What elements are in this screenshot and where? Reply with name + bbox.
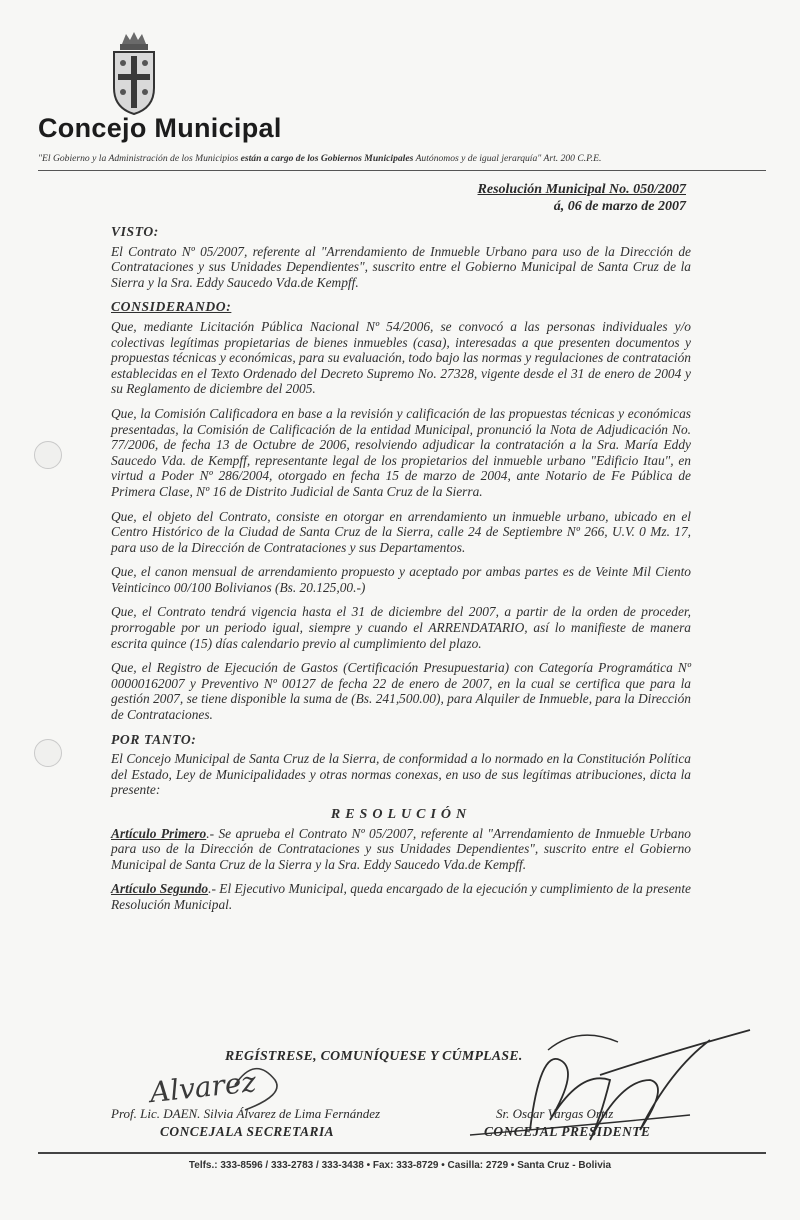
- por-tanto-paragraph: El Concejo Municipal de Santa Cruz de la Sierra, de conformidad a lo normado en la Constitución Política del Estado, Ley de Municipalidades y otras normas conexas, en uso de sus legítimas atribuciones, dicta la presente:: [111, 751, 691, 798]
- resolucion-heading: RESOLUCIÓN: [330, 807, 472, 822]
- resolution-date: á, 06 de marzo de 2007: [553, 199, 686, 214]
- left-signatory-name: Prof. Lic. DAEN. Silvia Álvarez de Lima Fernández: [111, 1106, 381, 1121]
- considerando-paragraph-1: Que, mediante Licitación Pública Nacional Nº 54/2006, se convocó a las personas individuales y/o colectivas legítimas propietarias de bienes inmuebles (casa), interesadas a que presenten documentos y propuestas técnicas y económicas, para su evaluación, todo bajo las normas y regulaciones de contratación establecidas en el Texto Ordenado del Decreto Supremo No. 27328, vigente desde el 31 de enero de 2004 y su Reglamento de diciembre del 2005.: [111, 318, 691, 397]
- por-tanto-heading: POR TANTO:: [111, 731, 197, 747]
- article-2: Artículo Segundo.- El Ejecutivo Municipal, queda encargado de la ejecución y cumplimiento de la presente Resolución Municipal.: [111, 881, 691, 912]
- footer-divider: [38, 1152, 766, 1154]
- considerando-heading: CONSIDERANDO:: [111, 299, 232, 315]
- header-divider: [38, 170, 766, 171]
- resolution-number: Resolución Municipal No. 050/2007: [477, 182, 686, 197]
- right-signatory-title: CONCEJAL PRESIDENTE: [484, 1124, 651, 1139]
- org-title: Concejo Municipal: [38, 113, 282, 143]
- motto: "El Gobierno y la Administración de los Municipios están a cargo de los Gobiernos Municipales Autónomos y de igual jerarquía" Art. 200 C.P.E.: [38, 153, 602, 164]
- considerando-paragraph-6: Que, el Registro de Ejecución de Gastos (Certificación Presupuestaria) con Categoría Programática Nº 00000162007 y Preventivo Nº 00127 de fecha 22 de enero de 2007, en la cual se certifica que para la gestión 2007, se tiene disponible la suma de (Bs. 241,500.00), para Alquiler de Inmueble, para la Dirección de Contrataciones.: [111, 660, 691, 723]
- document-body: [111, 220, 691, 922]
- right-signatory-name: Sr. Oscar Vargas Ortiz: [496, 1106, 614, 1121]
- visto-heading: VISTO:: [111, 224, 159, 239]
- footer-contact: Telfs.: 333-8596 / 333-2783 / 333-3438 • Fax: 333-8729 • Casilla: 2729 • Santa Cruz - Bolivia: [188, 1160, 612, 1171]
- closing-formula: REGÍSTRESE, COMUNÍQUESE Y CÚMPLASE.: [225, 1048, 523, 1063]
- punch-hole: [34, 441, 62, 469]
- considerando-paragraph-3: Que, el objeto del Contrato, consiste en otorgar en arrendamiento un inmueble urbano, ubicado en el Centro Histórico de la Ciudad de Santa Cruz de la Sierra, calle 24 de Septiembre Nº 266, U.V. 0 Mz. 17, para uso de la Dirección de Contrataciones y sus Departamentos.: [111, 508, 691, 555]
- considerando-paragraph-5: Que, el Contrato tendrá vigencia hasta el 31 de diciembre del 2007, a partir de la orden de proceder, prorrogable por un periodo igual, siempre y cuando el ARRENDATARIO, así lo manifieste de manera escrita quince (15) días calendario previo al cumplimiento del plazo.: [111, 604, 691, 651]
- article-1: Artículo Primero.- Se aprueba el Contrato Nº 05/2007, referente al "Arrendamiento de Inmueble Urbano para uso de la Dirección de Contrataciones y sus Unidades Dependientes", suscrito entre el Gobierno Municipal de Santa Cruz de la Sierra y la Sra. Eddy Saucedo Vda.de Kempff.: [111, 825, 691, 872]
- punch-hole: [34, 739, 62, 767]
- visto-paragraph: El Contrato Nº 05/2007, referente al "Arrendamiento de Inmueble Urbano para uso de la Dirección de Contrataciones y sus Unidades Dependientes", suscrito entre el Gobierno Municipal de Santa Cruz de la Sierra y la Sra. Eddy Saucedo Vda.de Kempff.: [111, 243, 691, 290]
- considerando-paragraph-2: Que, la Comisión Calificadora en base a la revisión y calificación de las propuestas técnicas y económicas presentadas, la Comisión de Calificación de la entidad Municipal, pronunció la Nota de Adjudicación No. 77/2006, de fecha 13 de Octubre de 2006, resolviendo adjudicar la contratación a la Sra. María Eddy Saucedo Vda. de Kempff, representante legal de los propietarios del inmueble urbano "Edificio Itau", en virtud a Poder Nº 286/2004, otorgado en fecha 15 de marzo de 2004, ante Notario de Fe Pública de Primera Clase, Nº 16 de Distrito Judicial de Santa Cruz de la Sierra.: [111, 405, 691, 499]
- considerando-paragraph-4: Que, el canon mensual de arrendamiento propuesto y aceptado por ambas partes es de Veinte Mil Ciento Veinticinco 00/100 Bolivianos (Bs. 20.125,00.-): [111, 564, 691, 595]
- left-signatory-title: CONCEJALA SECRETARIA: [160, 1124, 335, 1139]
- left-handwritten-signature: Alvarez: [148, 1065, 258, 1110]
- municipal-crest-icon: [108, 30, 160, 116]
